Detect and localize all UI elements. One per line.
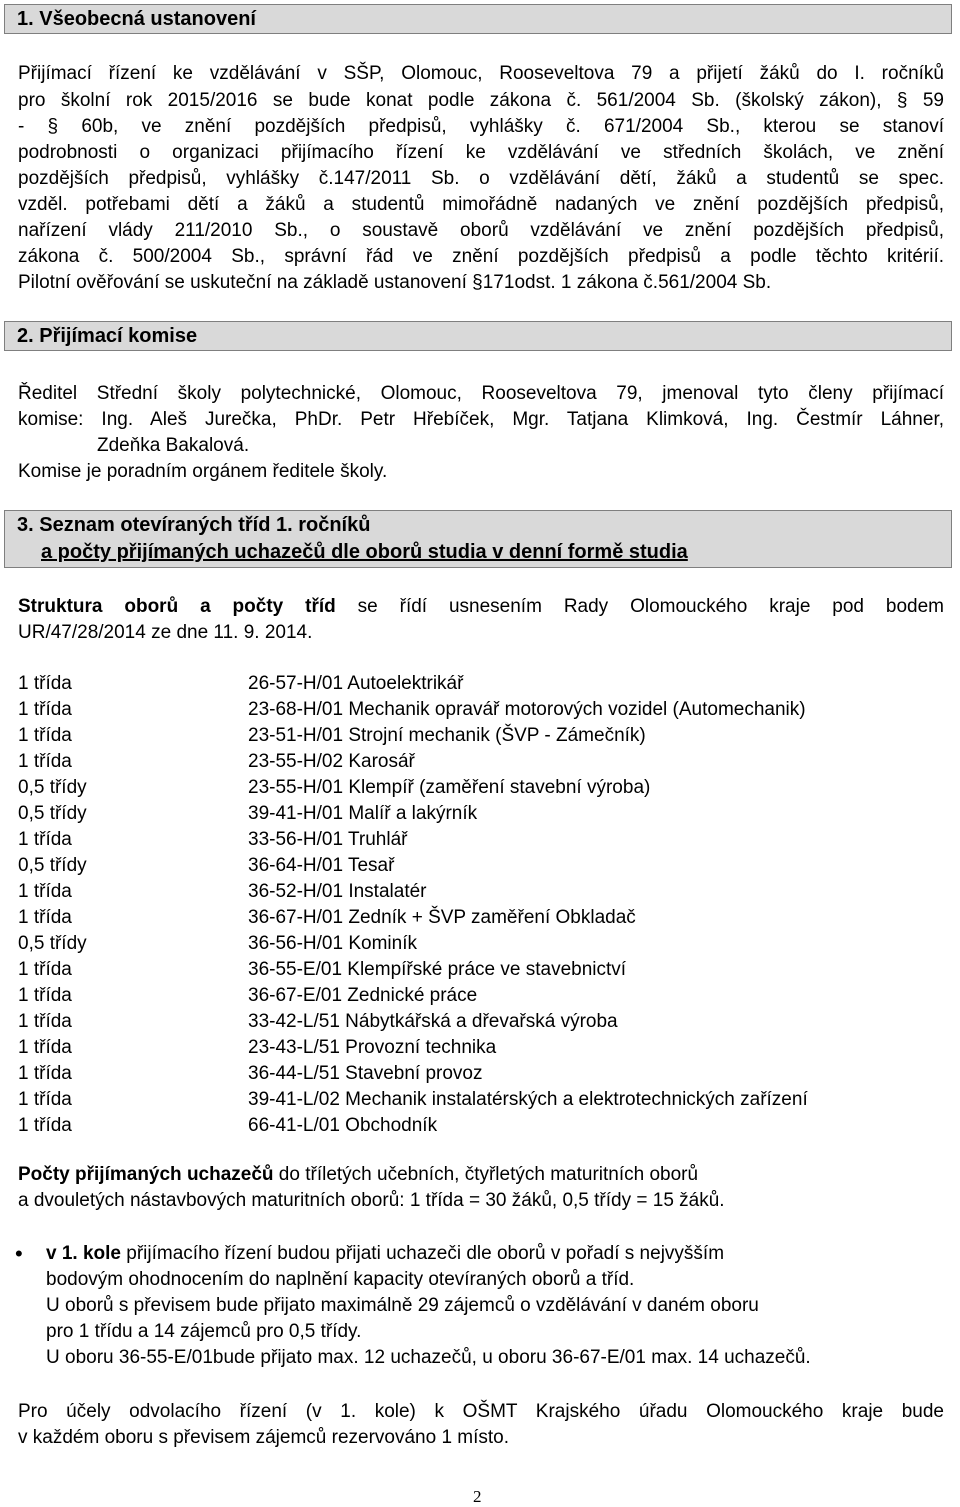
class-count: 1 třída [18, 673, 72, 694]
section-3-heading-line-2: a počty přijímaných uchazečů dle oborů studia v denní formě studia [41, 541, 688, 563]
bullet-line: pro 1 třídu a 14 zájemců pro 0,5 třídy. [46, 1321, 362, 1342]
structure-line-1 [18, 595, 944, 619]
counts-line-1 [18, 1163, 698, 1187]
class-count: 1 třída [18, 881, 72, 902]
class-count: 1 třída [18, 1063, 72, 1084]
class-field-name: 36-56-H/01 Kominík [248, 933, 417, 954]
counts-line-2: a dvouletých nástavbových maturitních oborů: 1 třída = 30 žáků, 0,5 třídy = 15 žáků. [18, 1190, 725, 1211]
class-field-name: 66-41-L/01 Obchodník [248, 1115, 438, 1136]
class-count: 1 třída [18, 1037, 72, 1058]
class-field-name: 23-55-H/02 Karosář [248, 751, 415, 772]
section-3-heading [4, 510, 952, 568]
class-count: 1 třída [18, 699, 72, 720]
class-count: 0,5 třídy [18, 777, 87, 798]
class-field-name: 36-44-L/51 Stavební provoz [248, 1063, 483, 1084]
section-2-line: Zdeňka Bakalová. [97, 435, 250, 456]
bullet-line: U oborů s převisem bude přijato maximálně 29 zájemců o vzdělávání v daném oboru [46, 1295, 759, 1316]
structure-bold: Struktura oborů a počty tříd [18, 596, 336, 617]
bullet-bold: v 1. kole [46, 1243, 121, 1264]
class-count: 0,5 třídy [18, 803, 87, 824]
class-field-name: 26-57-H/01 Autoelektrikář [248, 673, 464, 694]
section-1-line: - § 60b, ve znění pozdějších předpisů, vyhlášky č. 671/2004 Sb., kterou se stanoví [18, 116, 944, 137]
section-1-line: pozdějších předpisů, vyhlášky č.147/2011 Sb. o vzdělávání dětí, žáků a studentů se spec. [18, 168, 944, 189]
counts-rest: do tříletých učebních, čtyřletých maturitních oborů [273, 1164, 699, 1185]
structure-line-2: UR/47/28/2014 ze dne 11. 9. 2014. [18, 622, 313, 643]
class-field-name: 23-55-H/01 Klempíř (zaměření stavební výroba) [248, 777, 651, 798]
class-count: 1 třída [18, 725, 72, 746]
bullet-rest: přijímacího řízení budou přijati uchazeči dle oborů v pořadí s nejvyšším [121, 1243, 725, 1264]
section-2-heading: 2. Přijímací komise [4, 321, 952, 351]
class-field-name: 36-67-H/01 Zedník + ŠVP zaměření Obkladač [248, 907, 636, 928]
bullet-line: U oboru 36-55-E/01bude přijato max. 12 uchazečů, u oboru 36-67-E/01 max. 14 uchazečů. [46, 1347, 811, 1368]
class-field-name: 36-52-H/01 Instalatér [248, 881, 427, 902]
class-count: 1 třída [18, 751, 72, 772]
section-1-line: Pilotní ověřování se uskuteční na základě ustanovení §171odst. 1 zákona č.561/2004 Sb. [18, 272, 772, 293]
appeal-line-1: Pro účely odvolacího řízení (v 1. kole) k OŠMT Krajského úřadu Olomouckého kraje bude [18, 1401, 944, 1422]
class-count: 1 třída [18, 959, 72, 980]
class-count: 0,5 třídy [18, 855, 87, 876]
section-1-line: nařízení vlády 211/2010 Sb., o soustavě oborů vzdělávání ve znění pozdějších předpisů, [18, 220, 944, 241]
section-2-line: Komise je poradním orgánem ředitele školy. [18, 461, 388, 482]
class-field-name: 36-55-E/01 Klempířské práce ve stavebnictví [248, 959, 627, 980]
section-1-line: podrobnosti o organizaci přijímacího řízení ke vzdělávání ve středních školách, ve znění [18, 142, 944, 163]
class-count: 1 třída [18, 907, 72, 928]
class-field-name: 36-67-E/01 Zednické práce [248, 985, 478, 1006]
class-field-name: 23-51-H/01 Strojní mechanik (ŠVP - Zámečník) [248, 725, 646, 746]
class-count: 1 třída [18, 1089, 72, 1110]
structure-rest: se řídí usnesením Rady Olomouckého kraje pod bodem [335, 596, 944, 617]
section-1-heading: 1. Všeobecná ustanovení [4, 4, 952, 34]
bullet-line-1 [46, 1242, 724, 1266]
section-1-line: Přijímací řízení ke vzdělávání v SŠP, Olomouc, Rooseveltova 79 a přijetí žáků do I. ročníků [18, 63, 944, 84]
section-3-heading-line-1: 3. Seznam otevíraných tříd 1. ročníků [17, 514, 371, 536]
section-1-line: pro školní rok 2015/2016 se bude konat podle zákona č. 561/2004 Sb. (školský zákon), § 59 [18, 90, 944, 111]
appeal-line-2: v každém oboru s převisem zájemců rezervováno 1 místo. [18, 1427, 510, 1448]
class-field-name: 33-56-H/01 Truhlář [248, 829, 408, 850]
section-2-line: Ředitel Střední školy polytechnické, Olomouc, Rooseveltova 79, jmenoval tyto členy přijímací [18, 383, 944, 404]
class-field-name: 33-42-L/51 Nábytkářská a dřevařská výroba [248, 1011, 618, 1032]
class-field-name: 39-41-L/02 Mechanik instalatérských a elektrotechnických zařízení [248, 1089, 808, 1110]
section-2-line: komise: Ing. Aleš Jurečka, PhDr. Petr Hřebíček, Mgr. Tatjana Klimková, Ing. Čestmír Láhner, [18, 409, 944, 430]
bullet-icon: • [15, 1241, 23, 1266]
section-1-line: vzděl. potřebami dětí a žáků a studentů mimořádně nadaných ve znění pozdějších předpisů, [18, 194, 944, 215]
class-field-name: 23-43-L/51 Provozní technika [248, 1037, 497, 1058]
class-field-name: 39-41-H/01 Malíř a lakýrník [248, 803, 478, 824]
class-count: 1 třída [18, 1115, 72, 1136]
bullet-line: bodovým ohodnocením do naplnění kapacity otevíraných oborů a tříd. [46, 1269, 635, 1290]
counts-bold: Počty přijímaných uchazečů [18, 1164, 274, 1185]
class-count: 1 třída [18, 829, 72, 850]
class-count: 1 třída [18, 985, 72, 1006]
section-1-line: zákona č. 500/2004 Sb., správní řád ve znění pozdějších předpisů a podle těchto kritérií. [18, 246, 944, 267]
class-count: 0,5 třídy [18, 933, 87, 954]
class-count: 1 třída [18, 1011, 72, 1032]
page-number: 2 [473, 1487, 482, 1506]
class-field-name: 36-64-H/01 Tesař [248, 855, 395, 876]
class-field-name: 23-68-H/01 Mechanik opravář motorových vozidel (Automechanik) [248, 699, 806, 720]
